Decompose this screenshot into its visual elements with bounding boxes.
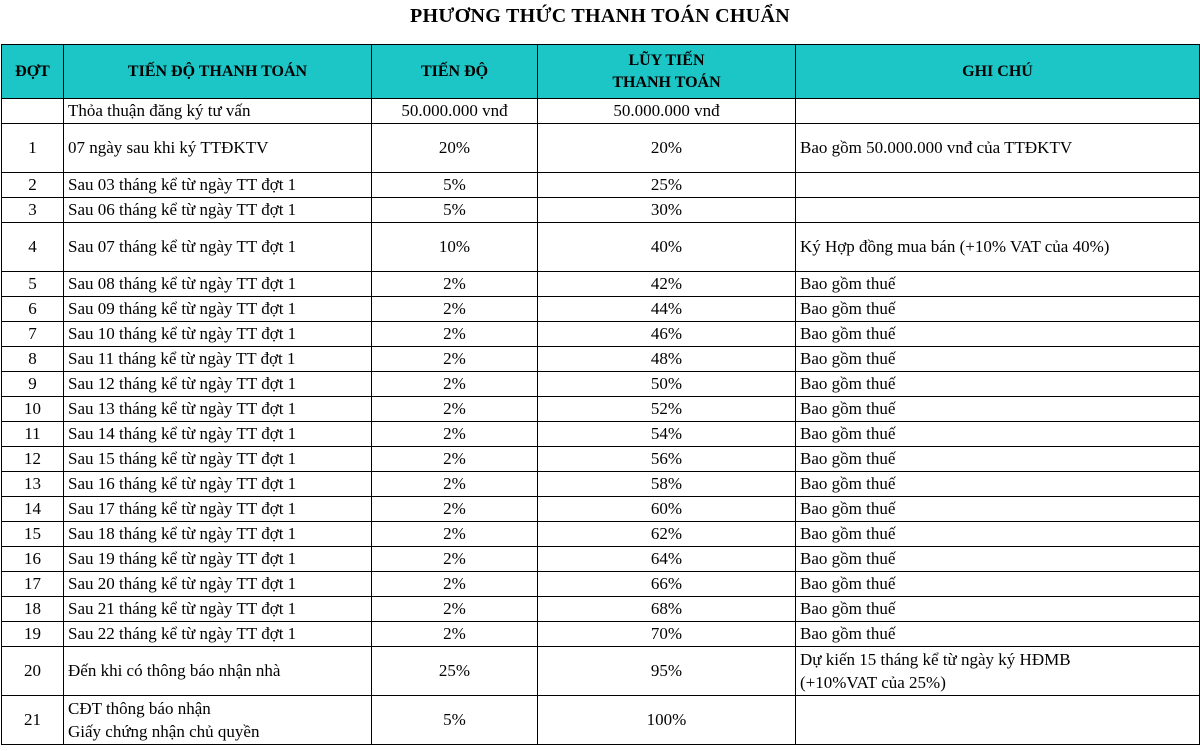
- cell-note: Bao gồm thuế: [796, 322, 1200, 347]
- cell-pct: 2%: [372, 322, 538, 347]
- table-row: [2, 397, 1200, 422]
- cell-dot: 21: [2, 696, 64, 745]
- cell-pct: 2%: [372, 397, 538, 422]
- cell-pct: 2%: [372, 547, 538, 572]
- cell-desc: Đến khi có thông báo nhận nhà: [64, 647, 372, 696]
- cell-dot: 10: [2, 397, 64, 422]
- cell-dot: 7: [2, 322, 64, 347]
- cell-pct: 5%: [372, 198, 538, 223]
- cell-desc: Sau 03 tháng kể từ ngày TT đợt 1: [64, 173, 372, 198]
- table-row: [2, 272, 1200, 297]
- cell-note: Bao gồm thuế: [796, 472, 1200, 497]
- cell-cum: 48%: [538, 347, 796, 372]
- cell-pct: 2%: [372, 297, 538, 322]
- cell-cum: 25%: [538, 173, 796, 198]
- cell-cum: 46%: [538, 322, 796, 347]
- cell-cum: 100%: [538, 696, 796, 745]
- table-row: [2, 522, 1200, 547]
- cell-cum: 42%: [538, 272, 796, 297]
- cell-dot: 9: [2, 372, 64, 397]
- cell-pct: 2%: [372, 597, 538, 622]
- cell-dot: 11: [2, 422, 64, 447]
- cell-desc: Sau 18 tháng kể từ ngày TT đợt 1: [64, 522, 372, 547]
- cell-pct: 25%: [372, 647, 538, 696]
- table-row: [2, 647, 1200, 696]
- cell-cum: 95%: [538, 647, 796, 696]
- cell-note: Bao gồm thuế: [796, 497, 1200, 522]
- cell-cum: 66%: [538, 572, 796, 597]
- col-header-note: GHI CHÚ: [796, 45, 1200, 99]
- header-row: [2, 45, 1200, 99]
- table-row: [2, 447, 1200, 472]
- col-header-dot: ĐỢT: [2, 45, 64, 99]
- col-header-payment-progress: TIẾN ĐỘ THANH TOÁN: [64, 45, 372, 99]
- cell-desc: Sau 20 tháng kể từ ngày TT đợt 1: [64, 572, 372, 597]
- table-row: [2, 99, 1200, 124]
- table-row: [2, 297, 1200, 322]
- cell-note: [796, 696, 1200, 745]
- cell-note: Bao gồm thuế: [796, 522, 1200, 547]
- table-row: [2, 372, 1200, 397]
- cell-dot: 6: [2, 297, 64, 322]
- cell-note: [796, 198, 1200, 223]
- table-row: [2, 497, 1200, 522]
- cell-note-line2: (+10%VAT của 25%): [800, 673, 946, 692]
- table-row: [2, 572, 1200, 597]
- col-header-cumulative: [538, 45, 796, 99]
- col-header-progress: TIẾN ĐỘ: [372, 45, 538, 99]
- cell-desc: Sau 22 tháng kể từ ngày TT đợt 1: [64, 622, 372, 647]
- cell-pct: 5%: [372, 696, 538, 745]
- cell-note: [796, 647, 1200, 696]
- table-row: [2, 223, 1200, 272]
- payment-schedule-table: [1, 44, 1200, 745]
- cell-note: Bao gồm 50.000.000 vnđ của TTĐKTV: [796, 124, 1200, 173]
- cell-note: Bao gồm thuế: [796, 622, 1200, 647]
- cell-dot: 18: [2, 597, 64, 622]
- table-row: [2, 696, 1200, 745]
- cell-note: [796, 173, 1200, 198]
- cell-dot: 3: [2, 198, 64, 223]
- cell-dot: 17: [2, 572, 64, 597]
- cell-note: Bao gồm thuế: [796, 422, 1200, 447]
- cell-pct: 2%: [372, 622, 538, 647]
- table-row: [2, 173, 1200, 198]
- cell-desc: Sau 14 tháng kể từ ngày TT đợt 1: [64, 422, 372, 447]
- cell-dot: [2, 99, 64, 124]
- table-row: [2, 198, 1200, 223]
- cell-note: Bao gồm thuế: [796, 272, 1200, 297]
- cell-dot: 2: [2, 173, 64, 198]
- cell-dot: 20: [2, 647, 64, 696]
- cell-desc: Sau 10 tháng kể từ ngày TT đợt 1: [64, 322, 372, 347]
- cell-desc: 07 ngày sau khi ký TTĐKTV: [64, 124, 372, 173]
- table-row: [2, 124, 1200, 173]
- cell-dot: 15: [2, 522, 64, 547]
- col-header-cumulative-line2: THANH TOÁN: [612, 73, 721, 91]
- cell-desc: Sau 13 tháng kể từ ngày TT đợt 1: [64, 397, 372, 422]
- cell-cum: 44%: [538, 297, 796, 322]
- cell-pct: 2%: [372, 522, 538, 547]
- cell-desc: [64, 696, 372, 745]
- cell-pct: 20%: [372, 124, 538, 173]
- cell-dot: 16: [2, 547, 64, 572]
- cell-desc: Sau 15 tháng kể từ ngày TT đợt 1: [64, 447, 372, 472]
- cell-desc: Sau 12 tháng kể từ ngày TT đợt 1: [64, 372, 372, 397]
- table-row: [2, 547, 1200, 572]
- cell-pct: 50.000.000 vnđ: [372, 99, 538, 124]
- cell-dot: 8: [2, 347, 64, 372]
- cell-pct: 2%: [372, 422, 538, 447]
- cell-cum: 58%: [538, 472, 796, 497]
- cell-pct: 2%: [372, 447, 538, 472]
- cell-cum: 54%: [538, 422, 796, 447]
- cell-note: Bao gồm thuế: [796, 572, 1200, 597]
- table-row: [2, 347, 1200, 372]
- cell-note: Bao gồm thuế: [796, 547, 1200, 572]
- cell-dot: 14: [2, 497, 64, 522]
- cell-pct: 2%: [372, 497, 538, 522]
- cell-cum: 56%: [538, 447, 796, 472]
- cell-desc: Sau 16 tháng kể từ ngày TT đợt 1: [64, 472, 372, 497]
- cell-pct: 2%: [372, 272, 538, 297]
- cell-desc-line2: Giấy chứng nhận chủ quyền: [68, 722, 260, 741]
- cell-note: Bao gồm thuế: [796, 397, 1200, 422]
- cell-cum: 52%: [538, 397, 796, 422]
- cell-note: Bao gồm thuế: [796, 347, 1200, 372]
- cell-note: Ký Hợp đồng mua bán (+10% VAT của 40%): [796, 223, 1200, 272]
- cell-dot: 13: [2, 472, 64, 497]
- cell-desc: Sau 07 tháng kể từ ngày TT đợt 1: [64, 223, 372, 272]
- cell-pct: 2%: [372, 572, 538, 597]
- cell-dot: 4: [2, 223, 64, 272]
- cell-cum: 60%: [538, 497, 796, 522]
- table-row: [2, 322, 1200, 347]
- cell-cum: 70%: [538, 622, 796, 647]
- cell-cum: 20%: [538, 124, 796, 173]
- cell-cum: 68%: [538, 597, 796, 622]
- cell-pct: 5%: [372, 173, 538, 198]
- table-row: [2, 597, 1200, 622]
- table-row: [2, 472, 1200, 497]
- cell-desc: Sau 19 tháng kể từ ngày TT đợt 1: [64, 547, 372, 572]
- cell-pct: 2%: [372, 372, 538, 397]
- cell-note: Bao gồm thuế: [796, 297, 1200, 322]
- cell-desc: Sau 08 tháng kể từ ngày TT đợt 1: [64, 272, 372, 297]
- cell-pct: 2%: [372, 347, 538, 372]
- cell-desc-line1: CĐT thông báo nhận: [68, 699, 211, 718]
- cell-cum: 50%: [538, 372, 796, 397]
- cell-desc: Sau 11 tháng kể từ ngày TT đợt 1: [64, 347, 372, 372]
- cell-dot: 5: [2, 272, 64, 297]
- cell-desc: Thỏa thuận đăng ký tư vấn: [64, 99, 372, 124]
- cell-desc: Sau 09 tháng kể từ ngày TT đợt 1: [64, 297, 372, 322]
- table-row: [2, 622, 1200, 647]
- cell-note: Bao gồm thuế: [796, 447, 1200, 472]
- col-header-cumulative-line1: LŨY TIẾN: [628, 51, 705, 69]
- cell-note-line1: Dự kiến 15 tháng kể từ ngày ký HĐMB: [800, 650, 1071, 669]
- cell-pct: 2%: [372, 472, 538, 497]
- cell-dot: 1: [2, 124, 64, 173]
- cell-dot: 19: [2, 622, 64, 647]
- cell-cum: 30%: [538, 198, 796, 223]
- cell-desc: Sau 17 tháng kể từ ngày TT đợt 1: [64, 497, 372, 522]
- cell-cum: 50.000.000 vnđ: [538, 99, 796, 124]
- page-title: PHƯƠNG THỨC THANH TOÁN CHUẨN: [410, 5, 790, 27]
- cell-note: Bao gồm thuế: [796, 372, 1200, 397]
- cell-note: Bao gồm thuế: [796, 597, 1200, 622]
- cell-pct: 10%: [372, 223, 538, 272]
- cell-desc: Sau 21 tháng kể từ ngày TT đợt 1: [64, 597, 372, 622]
- cell-cum: 62%: [538, 522, 796, 547]
- cell-cum: 64%: [538, 547, 796, 572]
- cell-dot: 12: [2, 447, 64, 472]
- table-row: [2, 422, 1200, 447]
- cell-desc: Sau 06 tháng kể từ ngày TT đợt 1: [64, 198, 372, 223]
- cell-cum: 40%: [538, 223, 796, 272]
- cell-note: [796, 99, 1200, 124]
